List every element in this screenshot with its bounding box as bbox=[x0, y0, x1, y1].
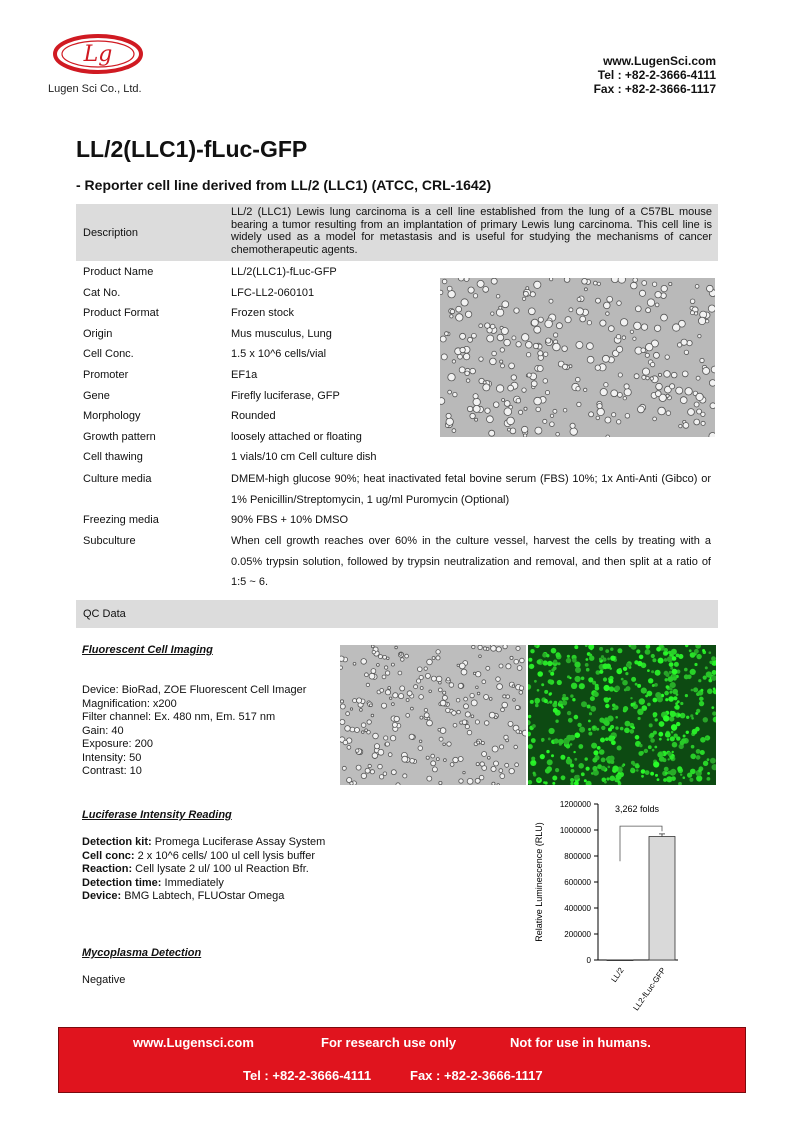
luminescence-chart bbox=[528, 796, 718, 1026]
spec-row-value: Firefly luciferase, GFP bbox=[231, 389, 340, 402]
spec-row-label: Product Format bbox=[83, 307, 159, 320]
x-tick-label: LL2-fLuc-GFP bbox=[631, 965, 668, 1013]
page-subtitle: - Reporter cell line derived from LL/2 (LLC1) (ATCC, CRL-1642) bbox=[76, 177, 492, 193]
spec-row-value: LL/2(LLC1)-fLuc-GFP bbox=[231, 266, 337, 278]
spec-row-label: Product Name bbox=[83, 266, 154, 278]
imaging-line: Exposure: 200 bbox=[82, 738, 153, 750]
freezing-media-value: 90% FBS + 10% DMSO bbox=[231, 514, 349, 526]
svg-text:Lg: Lg bbox=[83, 42, 113, 67]
footer-tel: Tel : +82-2-3666-4111 bbox=[243, 1068, 372, 1083]
footer-not-for-humans: Not for use in humans. bbox=[510, 1035, 651, 1050]
subculture-label: Subculture bbox=[83, 535, 136, 547]
luciferase-line: Device: BMG Labtech, FLUOstar Omega bbox=[82, 890, 285, 902]
imaging-details bbox=[82, 684, 306, 779]
footer-website[interactable]: www.Lugensci.com bbox=[133, 1035, 254, 1050]
footer-research-note: For research use only bbox=[321, 1035, 457, 1050]
header-website[interactable]: www.LugenSci.com bbox=[603, 54, 716, 68]
luciferase-line: Cell conc: 2 x 10^6 cells/ 100 ul cell lysis buffer bbox=[82, 849, 316, 862]
footer-banner bbox=[58, 1027, 746, 1093]
imaging-line: Magnification: x200 bbox=[82, 697, 177, 710]
spec-row-value: Mus musculus, Lung bbox=[231, 327, 332, 340]
imaging-line: Filter channel: Ex. 480 nm, Em. 517 nm bbox=[82, 711, 276, 723]
spec-row-value: Rounded bbox=[231, 410, 276, 423]
spec-row-label: Promoter bbox=[83, 369, 129, 381]
imaging-heading: Fluorescent Cell Imaging bbox=[82, 644, 213, 656]
freezing-media-label: Freezing media bbox=[83, 514, 159, 526]
mycoplasma-result: Negative bbox=[82, 974, 126, 986]
spec-row-label: Cell Conc. bbox=[83, 348, 134, 361]
y-tick-label: 400000 bbox=[564, 904, 591, 913]
company-name: Lugen Sci Co., Ltd. bbox=[48, 83, 142, 95]
imaging-line: Intensity: 50 bbox=[82, 751, 142, 764]
luciferase-line: Reaction: Cell lysate 2 ul/ 100 ul Reaction Bfr. bbox=[82, 863, 309, 875]
page-title: LL/2(LLC1)-fLuc-GFP bbox=[76, 136, 308, 162]
qc-label: QC Data bbox=[83, 608, 126, 620]
y-tick-label: 600000 bbox=[564, 878, 591, 887]
fold-annotation: 3,262 folds bbox=[614, 803, 660, 814]
header-contact bbox=[456, 54, 716, 96]
mycoplasma-heading: Mycoplasma Detection bbox=[82, 947, 202, 959]
footer-fax: Fax : +82-2-3666-1117 bbox=[410, 1068, 543, 1083]
x-tick-label: LL/2 bbox=[609, 965, 626, 984]
gfp-fluorescence-image bbox=[528, 645, 716, 785]
y-tick-label: 1200000 bbox=[559, 800, 591, 809]
brightfield-cell-image bbox=[440, 278, 715, 437]
luciferase-line: Detection time: Immediately bbox=[82, 876, 224, 889]
subculture-value: When cell growth reaches over 60% in the culture vessel, harvest the cells by treating with a 0.05% trypsin solution, followed by trypsin neutralization and removal, and then split at a ratio of 1:5 ~ 6. bbox=[231, 535, 711, 588]
spec-row-value: Frozen stock bbox=[231, 307, 294, 320]
imaging-line: Gain: 40 bbox=[82, 724, 124, 737]
bar bbox=[607, 960, 633, 961]
y-tick-label: 1000000 bbox=[559, 826, 591, 835]
spec-row-label: Origin bbox=[83, 327, 113, 340]
spec-row-label: Gene bbox=[83, 389, 110, 402]
luciferase-heading: Luciferase Intensity Reading bbox=[82, 809, 232, 821]
spec-row-label: Growth pattern bbox=[83, 430, 156, 443]
spec-row-label: Cell thawing bbox=[83, 451, 143, 464]
spec-row-value: loosely attached or floating bbox=[231, 430, 362, 443]
culture-media-label: Culture media bbox=[83, 473, 152, 485]
luciferase-line: Detection kit: Promega Luciferase Assay System bbox=[82, 836, 326, 848]
spec-row-label: Cat No. bbox=[83, 286, 121, 299]
luciferase-details bbox=[82, 836, 325, 904]
bar bbox=[649, 837, 675, 961]
company-logo bbox=[52, 30, 144, 82]
imaging-line: Device: BioRad, ZOE Fluorescent Cell Imager bbox=[82, 684, 307, 696]
header-fax: Fax : +82-2-3666-1117 bbox=[593, 82, 716, 96]
description-label: Description bbox=[83, 227, 139, 239]
spec-row-value: 1 vials/10 cm Cell culture dish bbox=[231, 451, 377, 464]
y-tick-label: 200000 bbox=[564, 930, 591, 939]
description-text: LL/2 (LLC1) Lewis lung carcinoma is a cell line established from the lung of a C57BL mouse bearing a tumor resulting from an implantation of primary Lewis lung carcinoma. This cell line is widely used as a model for metastasis and is useful for studying the mechanisms of cancer chemotherapeutic agents. bbox=[231, 206, 712, 257]
spec-row-value: LFC-LL2-060101 bbox=[231, 286, 315, 299]
imaging-line: Contrast: 10 bbox=[82, 765, 142, 777]
spec-row-value: EF1a bbox=[231, 369, 258, 381]
y-tick-label: 0 bbox=[586, 956, 591, 965]
y-tick-label: 800000 bbox=[564, 852, 591, 861]
qc-band bbox=[76, 600, 718, 628]
brightfield-qc-image bbox=[340, 645, 526, 785]
spec-row-value: 1.5 x 10^6 cells/vial bbox=[231, 348, 327, 361]
culture-media-value: DMEM-high glucose 90%; heat inactivated fetal bovine serum (FBS) 10%; 1x Anti-Anti (Gibco) or 1% Penicillin/Streptomycin, 1 ug/ml Puromycin (Optional) bbox=[231, 473, 711, 506]
header-tel: Tel : +82-2-3666-4111 bbox=[597, 68, 716, 82]
y-axis-label: Relative Luminescence (RLU) bbox=[534, 822, 544, 942]
spec-row-label: Morphology bbox=[83, 410, 141, 423]
